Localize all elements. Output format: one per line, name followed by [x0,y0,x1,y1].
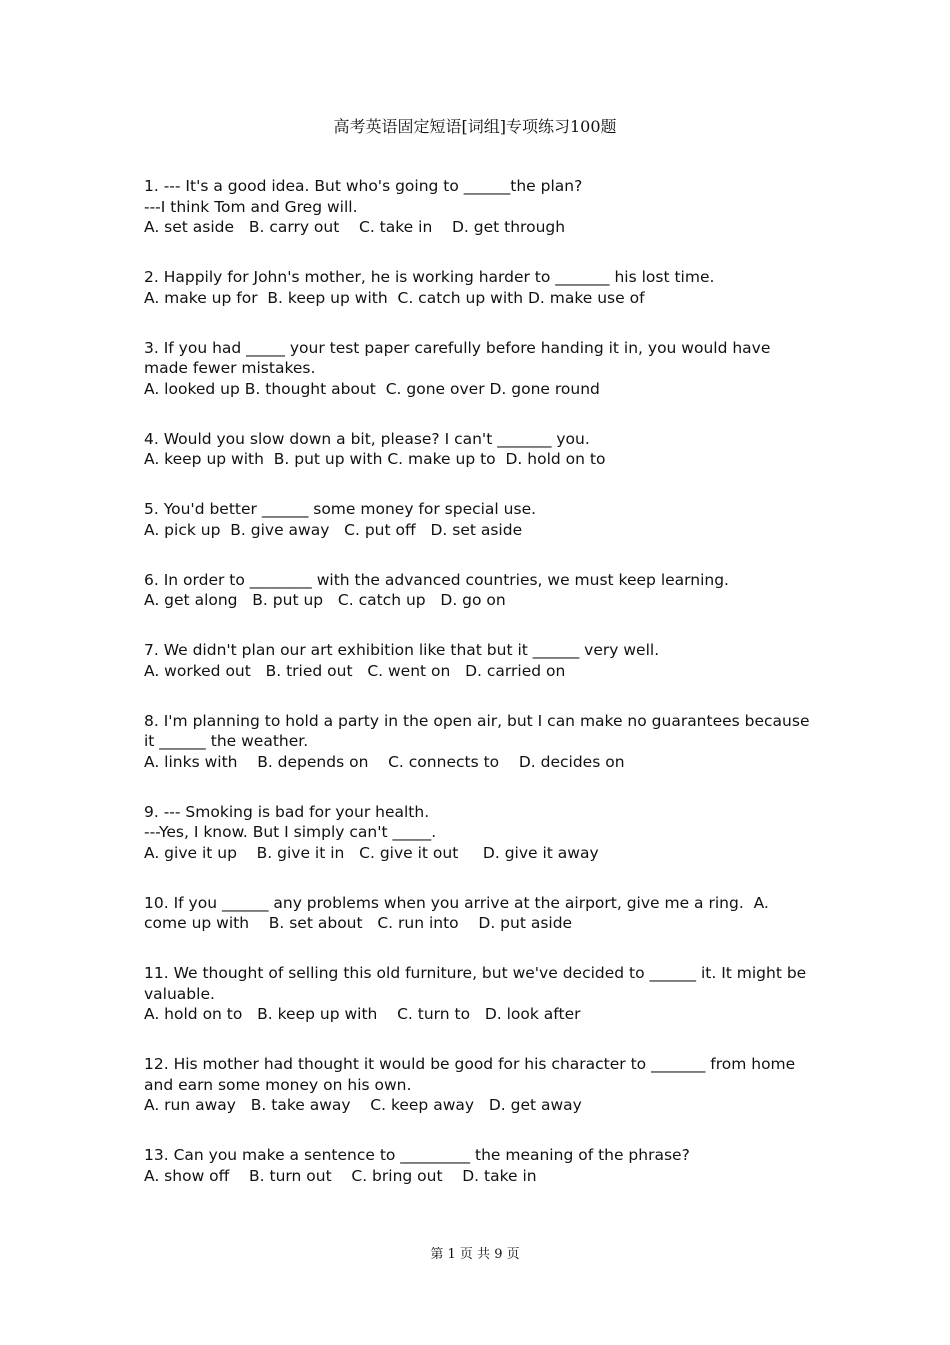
question-1-line-2: ---I think Tom and Greg will. [144,197,358,216]
question-3 [144,338,814,400]
question-12 [144,1054,814,1116]
question-13 [144,1145,814,1186]
question-list [144,176,814,1216]
question-7-options: A. worked out B. tried out C. went on D. carried on [144,661,566,680]
question-9-options: A. give it up B. give it in C. give it out D. give it away [144,843,599,862]
question-3-options: A. looked up B. thought about C. gone over D. gone round [144,379,600,398]
question-7 [144,640,814,681]
question-1-options: A. set aside B. carry out C. take in D. get through [144,218,566,236]
question-11 [144,963,814,1025]
question-5-line-1: 5. You'd better ______ some money for special use. [144,500,537,518]
question-9-line-1: 9. --- Smoking is bad for your health. [144,802,430,821]
question-4-line-1: 4. Would you slow down a bit, please? I can't _______ you. [144,429,590,448]
page-title: 高考英语固定短语[词组]专项练习100题 [333,117,617,136]
question-2-options: A. make up for B. keep up with C. catch up with D. make use of [144,288,645,307]
question-2-line-1: 2. Happily for John's mother, he is working harder to _______ his lost time. [144,268,715,286]
question-11-options: A. hold on to B. keep up with C. turn to D. look after [144,1005,581,1023]
question-5-options: A. pick up B. give away C. put off D. set aside [144,520,523,539]
question-12-line-1: 12. His mother had thought it would be good for his character to _______ from home and earn some money on his own. [144,1055,801,1094]
question-10-line-1: 10. If you ______ any problems when you arrive at the airport, give me a ring. A. come up with B. set about C. run into D. put aside [144,893,774,932]
question-7-line-1: 7. We didn't plan our art exhibition like that but it ______ very well. [144,641,660,659]
question-1-line-1: 1. --- It's a good idea. But who's going to ______the plan? [144,177,583,195]
question-5 [144,499,814,540]
question-8-line-1: 8. I'm planning to hold a party in the open air, but I can make no guarantees because it ______ the weather. [144,711,815,750]
question-9-line-2: ---Yes, I know. But I simply can't _____. [144,823,437,841]
question-6 [144,570,814,611]
question-11-line-1: 11. We thought of selling this old furniture, but we've decided to ______ it. It might be valuable. [144,964,812,1003]
question-1 [144,176,814,238]
question-2 [144,267,814,308]
question-8-options: A. links with B. depends on C. connects to D. decides on [144,752,625,771]
question-13-line-1: 13. Can you make a sentence to _________ the meaning of the phrase? [144,1146,690,1164]
question-4 [144,429,814,470]
question-4-options: A. keep up with B. put up with C. make up to D. hold on to [144,450,606,468]
question-6-options: A. get along B. put up C. catch up D. go on [144,591,506,609]
question-9 [144,802,814,864]
question-3-line-1: 3. If you had _____ your test paper carefully before handing it in, you would have made fewer mistakes. [144,338,776,377]
question-6-line-1: 6. In order to ________ with the advanced countries, we must keep learning. [144,570,729,589]
question-13-options: A. show off B. turn out C. bring out D. take in [144,1166,537,1185]
question-8 [144,711,814,773]
page-footer: 第 1 页 共 9 页 [430,1247,520,1262]
question-10 [144,893,814,934]
question-12-options: A. run away B. take away C. keep away D. get away [144,1096,582,1114]
